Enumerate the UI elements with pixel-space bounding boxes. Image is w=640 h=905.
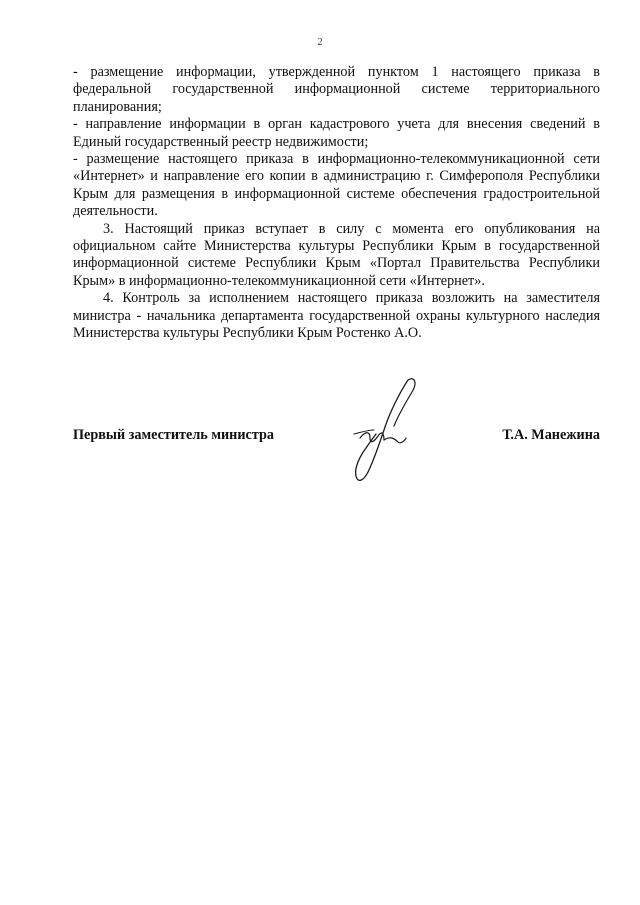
paragraph-bullet-internet-publication: - размещение настоящего приказа в информационно-телекоммуникационной сети «Интернет» и направление его копии в администрацию г. Симферополя Республики Крым для размещения в информационной системе обеспечения градостроительной деятельности.	[73, 151, 600, 220]
paragraph-item-3-effective-date: 3. Настоящий приказ вступает в силу с момента его опубликования на официальном сайте Министерства культуры Республики Крым в государственной информационной системе Республики Крым «Портал Правительства Республики Крым» в информационно-телекоммуникационной сети «Интернет».	[73, 220, 600, 289]
signature-block	[73, 427, 600, 447]
handwritten-signature	[340, 372, 430, 492]
page-number: 2	[317, 37, 323, 48]
paragraph-bullet-cadastral-registry: - направление информации в орган кадастрового учета для внесения сведений в Единый государственный реестр недвижимости;	[73, 116, 600, 150]
paragraph-bullet-territorial-planning: - размещение информации, утвержденной пунктом 1 настоящего приказа в федеральной государственной информационной системе территориального планирования;	[73, 64, 600, 115]
signer-name: Т.А. Манежина	[502, 427, 600, 443]
paragraph-item-4-control: 4. Контроль за исполнением настоящего приказа возложить на заместителя министра - начальника департамента государственной охраны культурного наследия Министерства культуры Республики Крым Ростенко А.О.	[73, 290, 600, 342]
signer-title: Первый заместитель министра	[73, 427, 274, 443]
document-body	[73, 64, 600, 343]
